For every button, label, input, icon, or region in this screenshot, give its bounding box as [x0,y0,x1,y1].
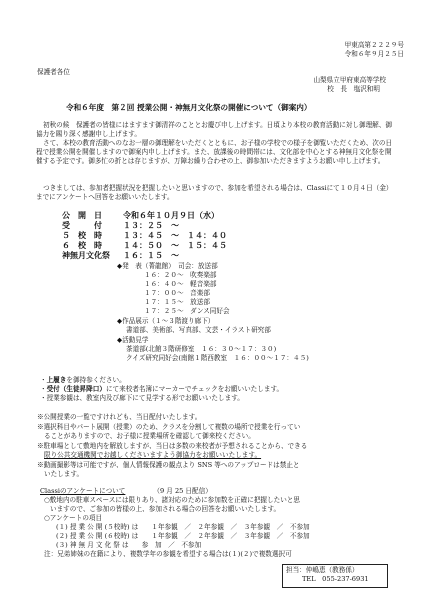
note-item [40,385,283,394]
addressee: 保護者各位 [37,68,70,76]
exhibit-heading: ◆作品展示（１～３階渡り廊下） [117,317,215,325]
note-text: にて来校者名簿にマーカーでチェックをお願いいたします。 [105,385,284,393]
schedule-value: １３：２５ ～ [123,221,179,230]
survey-items-heading: ○アンケートの項目 [44,514,103,522]
remark-text: ※駐車場として敷地内を解放しますが、当日は多数の来校者が予想されることから、できる [37,442,308,450]
schedule-label: ５ 校 時 [62,231,102,240]
info-paragraph: さて、本校の教育活動へのなお一層の御理解をいただくとともに、お子様の学校での様子を御覧いただくため、次の日程で授業公開を開催しますので御案内申し上げます。また、放課後の時間帯には、文化部を中心とする神無月文化祭を開催する予定です。御多忙の折とは存じますが、万障お繰り合わせの上、御参加いただきますようお願い申し上げます。 [36,139,393,165]
survey-text: いますので、ご参加の皆様の上、参加される場合の回答をお願いいたします。 [50,505,281,513]
survey-note: 注：兄弟姉妹の在籍により、複数学年の参観を希望する場合は(１)(２)で複数選択可 [44,550,292,558]
schedule-value: １３：４５ ～ １４：４０ [123,231,227,240]
note-bullet: ・ [40,385,47,393]
principal-name: 校 長 塩沢和明 [327,85,380,93]
activity-item: 茶道部(北館３階研修室 １６：３０～１７：３０) [126,345,277,353]
note-bullet: ・ [40,394,47,402]
survey-item: (１) 授 業 公 開 (５校時) は １年参観 ／ ２年参観 ／ ３年参観 ／ 不参加 [56,523,310,531]
remark-text: ることがありますので、お子様に授業場所を確認して御来校ください。 [44,432,255,440]
activity-item: クイズ研究同好会(南館１階西教室 １６：００～１７：４５) [126,354,309,362]
performance-item: １７：１５～ 放送部 [144,298,210,306]
survey-heading [40,487,212,496]
intro-paragraph: 初秋の候 保護者の皆様にはますます御清祥のこととお慶び申し上げます。日頃より本校の教育活動に対し御理解、御協力を賜り深く感謝申し上げます。 [36,121,392,138]
school-name: 山梨県立甲府東高等学校 [313,76,386,84]
note-bullet: ・ [40,376,47,384]
schedule-label: 受 付 [62,221,102,230]
contact-tel: TEL 055-237-6931 [302,575,369,583]
performance-item: １６：２０～ 吹奏楽部 [144,271,217,279]
remark-text: ※公開授業の一覧ですけれども、当日配付いたします。 [37,413,202,421]
survey-item: (３) 神 無 月 文 化 祭 は 参 加 ／ 不参加 [56,541,202,549]
activity-heading: ◆活動見学 [117,336,149,344]
note-emphasis: 上履き [46,376,67,384]
performance-item: １６：４０～ 軽音楽部 [144,280,217,288]
contact-person: 担当：仲嶋恵（教務係） [286,566,359,574]
page-title: 令和６年度 第２回 授業公開・神無月文化祭の開催について（御案内） [66,103,312,112]
survey-item: (２) 授 業 公 開 (６校時) は １年参観 ／ ２年参観 ／ ３年参観 ／ 不参加 [56,532,310,540]
request-paragraph: つきましては、参加者把握状況を把握したいと思いますので、参加を希望される場合は、Classiにて１０月４日（金）までにアンケートへ回答をお願いいたします。 [36,184,393,201]
note-item [40,394,244,403]
note-emphasis: 受付（生徒昇降口） [46,385,106,393]
doc-date: 令和６年９月２５日 [344,50,404,58]
schedule-label: 公 開 日 [62,211,102,220]
remark-text: 限り公共交通機関でお越しくださいますよう御協力をお願いいたします。 [44,451,262,459]
schedule-value: １４：５０ ～ １５：４５ [123,241,227,250]
survey-heading-text: Classiのアンケートについて [40,487,126,495]
note-text: 授業参観は、教室内及び廊下にて見学する形でお願いいたします。 [46,394,244,402]
performance-item: １７：２５～ ダンス同好会 [144,307,230,315]
survey-text: ○敷地内の駐車スペースには限りあり、諸対応のために参加数を正確に把握したいと思 [44,496,300,504]
note-text: を御持参ください。 [66,376,126,384]
exhibit-clubs: 書道部、美術部、写真部、文芸・イラスト研究部 [126,326,271,334]
survey-date: （9 月 25 日配信） [153,487,212,495]
remark-text: いたします。 [44,470,84,478]
schedule-label: ６ 校 時 [62,241,102,250]
remark-text: ※動画撮影等は可能ですが、個人情報保護の観点より SNS 等へのアップロードは禁止と [37,461,300,469]
remark-text: ※選択科目やパート展開（授業）のため、クラスを分割して複数の場所で授業を行ってい [37,423,301,431]
performance-item: １７：００～ 音楽部 [144,289,210,297]
schedule-value: １６：１５ ～ [123,251,179,260]
schedule-label: 神無月文化祭 [62,251,110,260]
doc-number: 甲東高第２２２９号 [344,41,404,49]
note-item [40,376,126,385]
performance-heading: ◆発 表（菁龍館） 司会：放送部 [117,262,218,270]
schedule-value: 令和６年１０月９日（水） [123,211,219,220]
